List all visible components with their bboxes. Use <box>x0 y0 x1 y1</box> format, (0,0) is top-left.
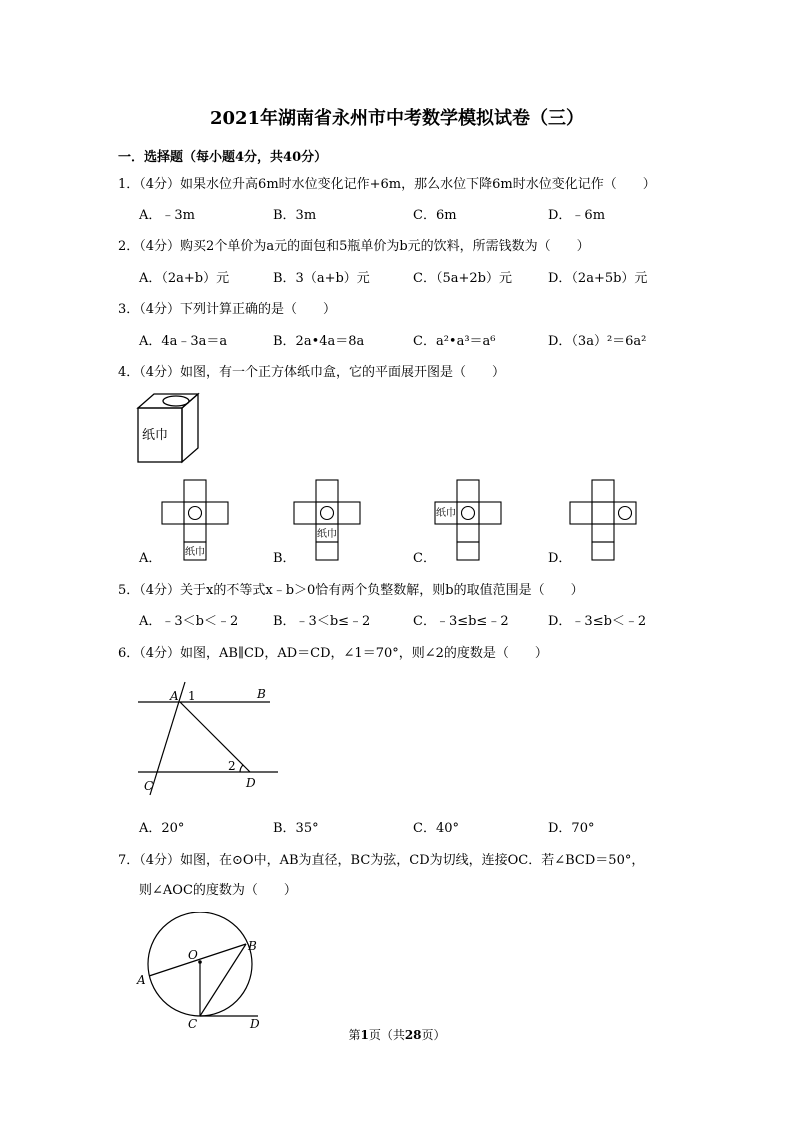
question-3-options <box>0 333 794 351</box>
angle-2-arc <box>240 765 243 772</box>
label-angle-2: 2 <box>228 759 236 773</box>
label-a: A <box>170 689 179 703</box>
label-c: C <box>188 1017 198 1031</box>
center-point-o <box>198 960 202 964</box>
label-d: D <box>246 776 256 790</box>
page-footer <box>0 1026 794 1043</box>
q6-option-a: A．20° <box>139 821 185 836</box>
section-heading: 一．选择题（每小题4分，共40分） <box>118 150 328 165</box>
label-d: D <box>250 1017 260 1031</box>
label-a: A <box>137 973 146 987</box>
q6-option-d: D．70° <box>548 821 595 836</box>
q3-option-a: A．4a﹣3a＝a <box>139 334 228 349</box>
question-2-stem: 2．（4分）购买2个单价为a元的面包和5瓶单价为b元的饮料，所需钱数为（ ） <box>118 239 590 254</box>
question-4-options <box>0 550 794 568</box>
question-5-options <box>0 613 794 631</box>
label-angle-1: 1 <box>188 689 196 703</box>
net-c-label: 纸巾 <box>436 508 456 519</box>
q1-option-c: C．6m <box>413 208 457 223</box>
q3-option-b: B．2a•4a＝8a <box>273 334 365 349</box>
footer-prefix: 第 <box>348 1028 361 1042</box>
label-b: B <box>248 939 257 953</box>
net-a-circle <box>189 507 202 520</box>
question-7-stem-line-1: 7．（4分）如图，在⊙O中，AB为直径，BC为弦，CD为切线，连接OC．若∠BCD＝50°， <box>118 853 645 868</box>
question-3-stem: 3．（4分）下列计算正确的是（ ） <box>118 302 337 317</box>
transversal-ac <box>150 682 185 795</box>
q1-option-a: A．﹣3m <box>139 208 195 223</box>
label-o: O <box>188 948 198 962</box>
q2-option-d: D．（2a+5b）元 <box>548 271 648 286</box>
chord-bc <box>200 944 246 1016</box>
page-title: 2021年湖南省永州市中考数学模拟试卷（三） <box>209 108 585 129</box>
question-2-options <box>0 270 794 288</box>
q3-option-c: C．a²•a³＝a⁶ <box>413 334 496 349</box>
parallel-lines-figure <box>130 680 290 800</box>
q6-option-b: B．35° <box>273 821 319 836</box>
net-d <box>570 480 636 560</box>
question-1-options <box>0 207 794 225</box>
question-7-stem-line-2: 则∠AOC的度数为（ ） <box>139 883 297 898</box>
q5-option-a: A．﹣3＜b＜﹣2 <box>139 614 239 629</box>
question-6-options <box>0 820 794 838</box>
q4-option-b: B． <box>273 551 296 566</box>
q5-option-d: D．﹣3≤b＜﹣2 <box>548 614 647 629</box>
q2-option-c: C．（5a+2b）元 <box>413 271 512 286</box>
segment-ad <box>180 702 250 772</box>
footer-total-pages: 28 <box>404 1028 422 1042</box>
footer-suffix: 页） <box>421 1028 446 1042</box>
q5-option-c: C．﹣3≤b≤﹣2 <box>413 614 509 629</box>
circle-figure <box>132 912 282 1032</box>
tissue-box-figure <box>130 390 210 468</box>
q6-option-c: C．40° <box>413 821 459 836</box>
footer-page-number: 1 <box>360 1028 369 1042</box>
question-5-stem: 5．（4分）关于x的不等式x﹣b＞0恰有两个负整数解，则b的取值范围是（ ） <box>118 583 584 598</box>
q3-option-d: D．（3a）²＝6a² <box>548 334 647 349</box>
net-b <box>294 480 360 560</box>
q2-option-b: B．3（a+b）元 <box>273 271 370 286</box>
q1-option-b: B．3m <box>273 208 317 223</box>
box-opening <box>163 396 189 406</box>
net-b-label: 纸巾 <box>317 529 337 540</box>
question-6-stem: 6．（4分）如图，AB∥CD，AD＝CD，∠1＝70°，则∠2的度数是（ ） <box>118 646 548 661</box>
footer-middle: 页（共 <box>368 1028 405 1042</box>
net-c-circle <box>462 507 475 520</box>
label-c: C <box>144 779 154 793</box>
net-a-label: 纸巾 <box>185 547 205 558</box>
net-d-circle <box>619 507 632 520</box>
q4-option-c: C． <box>413 551 436 566</box>
question-4-stem: 4．（4分）如图，有一个正方体纸巾盒，它的平面展开图是（ ） <box>118 365 506 380</box>
q2-option-a: A．（2a+b）元 <box>139 271 230 286</box>
q5-option-b: B．﹣3＜b≤﹣2 <box>273 614 371 629</box>
net-b-circle <box>321 507 334 520</box>
question-1-stem: 1．（4分）如果水位升高6m时水位变化记作+6m，那么水位下降6m时水位变化记作（ ） <box>118 177 656 192</box>
box-label: 纸巾 <box>142 428 169 443</box>
q4-option-d: D． <box>548 551 572 566</box>
q4-option-a: A． <box>139 551 162 566</box>
q1-option-d: D．﹣6m <box>548 208 606 223</box>
net-c <box>435 480 501 560</box>
label-b: B <box>257 687 266 701</box>
